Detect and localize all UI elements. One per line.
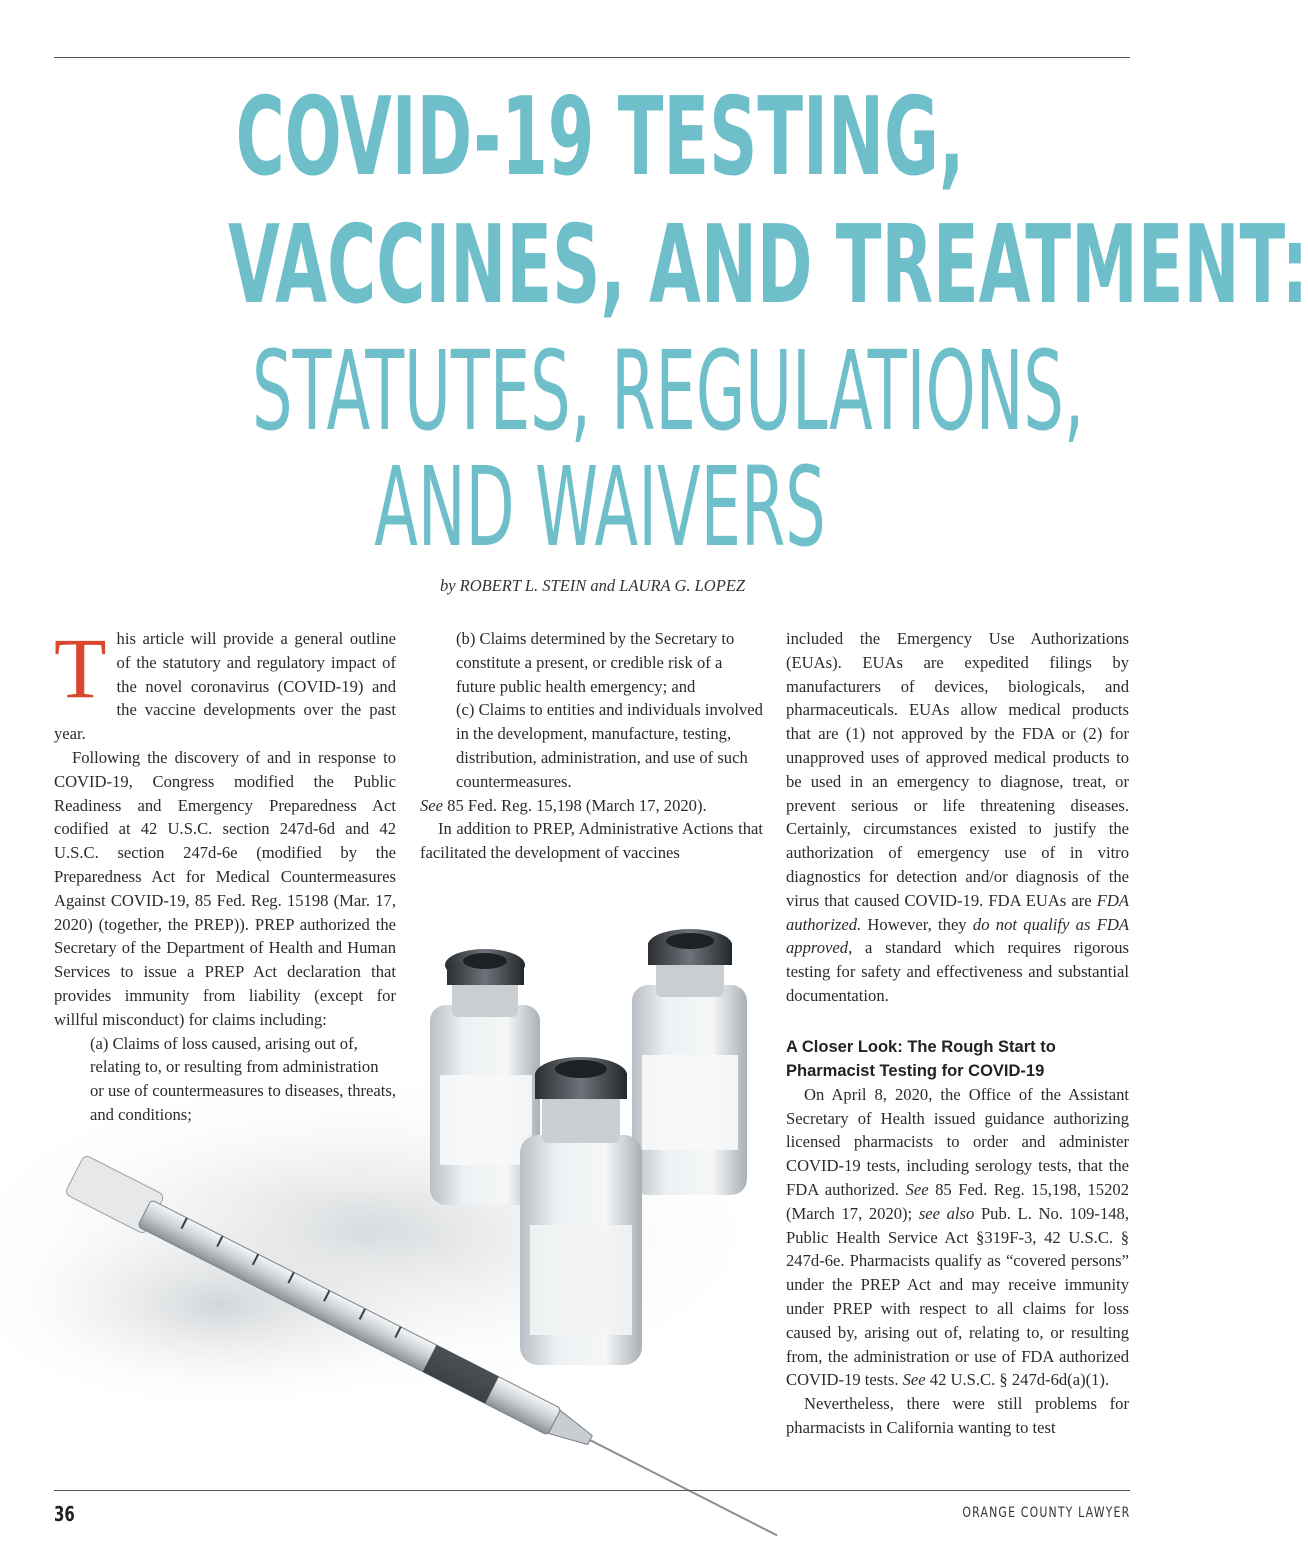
byline: by ROBERT L. STEIN and LAURA G. LOPEZ [439,576,746,595]
nevertheless-paragraph: Nevertheless, there were still problems for pharmacists in California wanting to test [786,1394,1129,1437]
column-3 [786,627,1129,1440]
page-number: 36 [54,1502,75,1526]
prep-act-paragraph: Following the discovery of and in response to COVID-19, Congress modified the Public Readiness and Emergency Preparedness Act codified at 42 U.S.C. section 247d-6d and 42 U.S.C. section 247d-6e (modified by the Preparedness Act for Medical Countermeasures Against COVID-19, 85 Fed. Reg. 15198 (Mar. 17, 2020) (together, the PREP)). PREP authorized the Secretary of the Department of Health and Human Services to issue a PREP Act declaration that provides immunity from liability (except for willful misconduct) for claims including: [54,747,396,1029]
vial-back-right [632,929,747,1195]
fda-authorized-em: FDA authorized. [786,890,1129,934]
claim-a: (a) Claims of loss caused, arising out of, relating to, or resulting from administration or use of countermeasures to diseases, threats, and conditions; [90,1033,396,1124]
claim-b: (b) Claims determined by the Secretary to constitute a present, or credible risk of a future public health emergency; and [456,629,735,696]
drop-cap: T [54,620,107,716]
title-line-4: AND WAIVERS [374,443,826,571]
administrative-actions-paragraph: In addition to PREP, Administrative Actions that facilitated the development of vaccines [420,819,763,863]
see-signal: See [420,795,444,815]
top-rule [54,57,1130,58]
section-heading: A Closer Look: The Rough Start to Pharmacist Testing for COVID-19 [786,1037,1056,1080]
intro-paragraph: his article will provide a general outline of the statutory and regulatory impact of the novel coronavirus (COVID-19) and the vaccine developments over the past year. [54,629,396,744]
bottom-rule [54,1490,1130,1491]
pharmacist-paragraph: On April 8, 2020, the Office of the Assistant Secretary of Health issued guidance authorizing licensed pharmacists to order and administer COVID-19 tests, including serology tests, that the FDA authorized. See 85 Fed. Reg. 15,198, 15202 (March 17, 2020); see also Pub. L. No. 109-148, Public Health Service Act §319F-3, 42 U.S.C. § 247d-6e. Pharmacists qualify as “covered persons” under the PREP Act and may receive immunity under PREP with respect to all claims for loss caused by, arising out of, relating to, or resulting from, the administration or use of FDA authorized COVID-19 tests. See 42 U.S.C. § 247d-6d(a)(1). [786,1084,1129,1390]
magazine-name: ORANGE COUNTY LAWYER [962,1505,1130,1521]
citation-line [420,794,763,818]
not-approved-em: do not qualify as FDA approved [786,914,1129,958]
title-line-3: STATUTES, REGULATIONS, [252,327,1085,455]
eua-paragraph: included the Emergency Use Authorizations (EUAs). EUAs are expedited filings by manufacturers of devices, biologicals, and pharmaceuticals. EUAs allow medical products that are (1) not approved by the FDA or (2) for unapproved uses of approved medical products to be used in an emergency to diagnose, treat, or prevent serious or life threatening diseases. Certainly, circumstances existed to justify the authorization of emergency use of in vitro diagnostics for detection and/or diagnosis of the virus that caused COVID-19. FDA EUAs are FDA authorized. However, they do not qualify as FDA approved, a standard which requires rigorous testing for safety and effectiveness and substantial documentation. [786,629,1129,1005]
claim-c: (c) Claims to entities and individuals involved in the development, manufacture, testing, distribution, administration, and use of such countermeasures. [456,700,763,791]
column-1 [54,620,396,1127]
citation-text: 85 Fed. Reg. 15,198 (March 17, 2020). [443,795,707,815]
title-line-2: VACCINES, AND TREATMENT: [228,203,1308,328]
title-line-1: COVID-19 TESTING, [235,75,965,200]
column-2 [420,627,763,865]
